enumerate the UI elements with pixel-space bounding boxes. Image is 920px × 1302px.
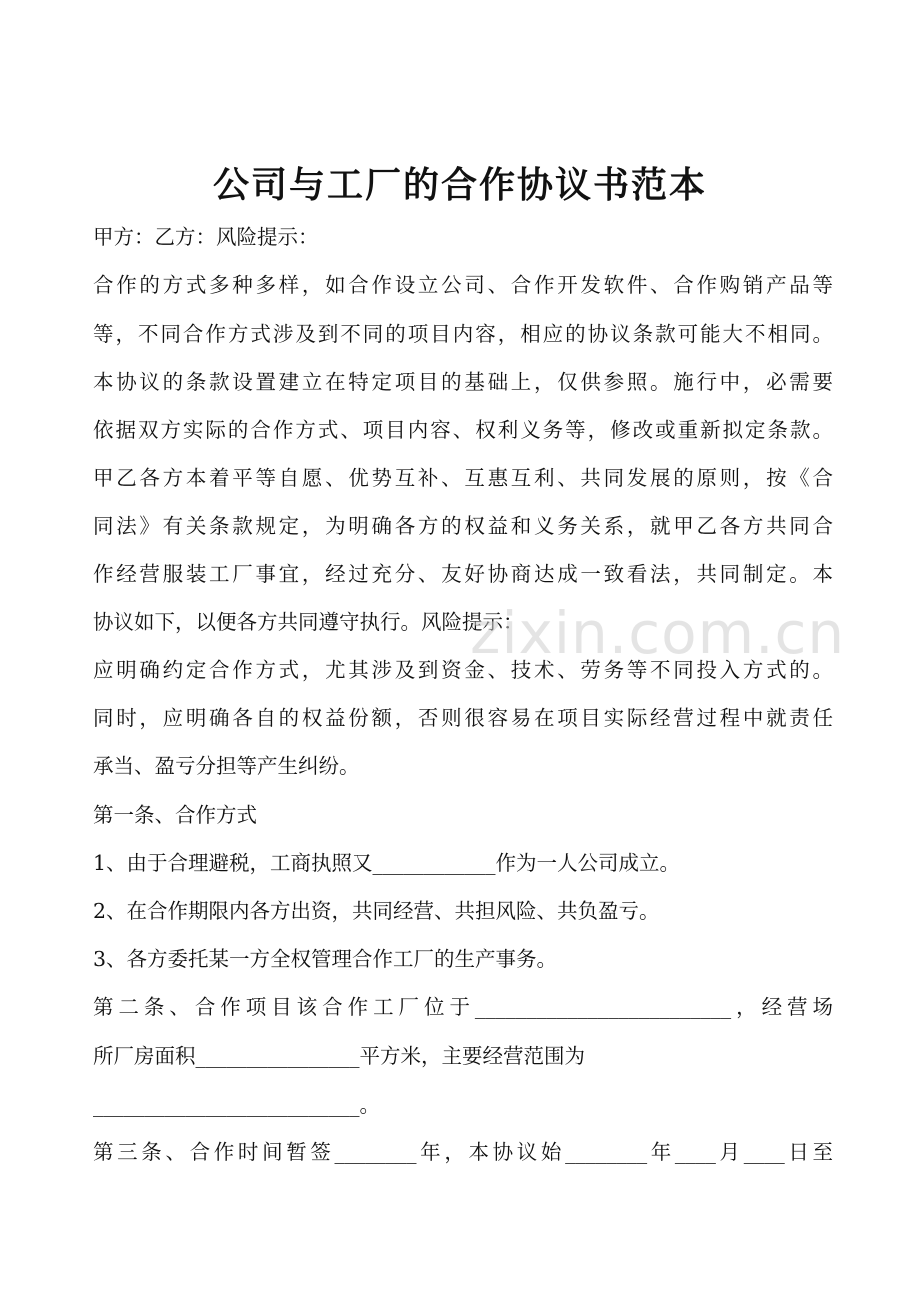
article-heading: 第一条、合作方式 [93,803,257,827]
text-line: 合作的方式多种多样，如合作设立公司、合作开发软件、合作购销产品等 [93,273,833,297]
text-line: 同法》有关条款规定，为明确各方的权益和义务关系，就甲乙各方共同合 [93,514,833,538]
text-line: 甲乙各方本着平等自愿、优势互补、互惠互利、共同发展的原则，按《合 [93,466,833,490]
text-line: 同时，应明确各自的权益份额，否则很容易在项目实际经营过程中就责任 [93,706,833,730]
text-line: 1、由于合理避税，工商执照又____________作为一人公司成立。 [93,851,681,875]
text-line: 承当、盈亏分担等产生纠纷。 [93,754,360,778]
text-line: 等，不同合作方式涉及到不同的项目内容，相应的协议条款可能大不相同。 [93,322,833,346]
text-line: 本协议的条款设置建立在特定项目的基础上，仅供参照。施行中，必需要 [93,370,833,394]
text-line: 第二条、合作项目该合作工厂位于_________________________，经营场 [93,995,833,1019]
watermark-text: zixin.com.cn [470,599,846,667]
text-line: __________________________。 [93,1093,380,1117]
text-line: 甲方：乙方：风险提示： [93,225,319,249]
document-title: 公司与工厂的合作协议书范本 [212,164,707,206]
text-line: 2、在合作期限内各方出资，共同经营、共担风险、共负盈亏。 [93,899,660,923]
text-line: 应明确约定合作方式，尤其涉及到资金、技术、劳务等不同投入方式的。 [93,658,833,682]
text-line: 第三条、合作时间暂签________年，本协议始________年____月____日至 [93,1140,833,1164]
text-line: 依据双方实际的合作方式、项目内容、权利义务等，修改或重新拟定条款。 [93,418,833,442]
text-line: 所厂房面积________________平方米，主要经营范围为 [93,1044,585,1068]
text-line: 作经营服装工厂事宜，经过充分、友好协商达成一致看法，共同制定。本 [93,562,833,586]
text-line: 协议如下，以便各方共同遵守执行。风险提示： [93,610,524,634]
text-line: 3、各方委托某一方全权管理合作工厂的生产事务。 [93,947,558,971]
